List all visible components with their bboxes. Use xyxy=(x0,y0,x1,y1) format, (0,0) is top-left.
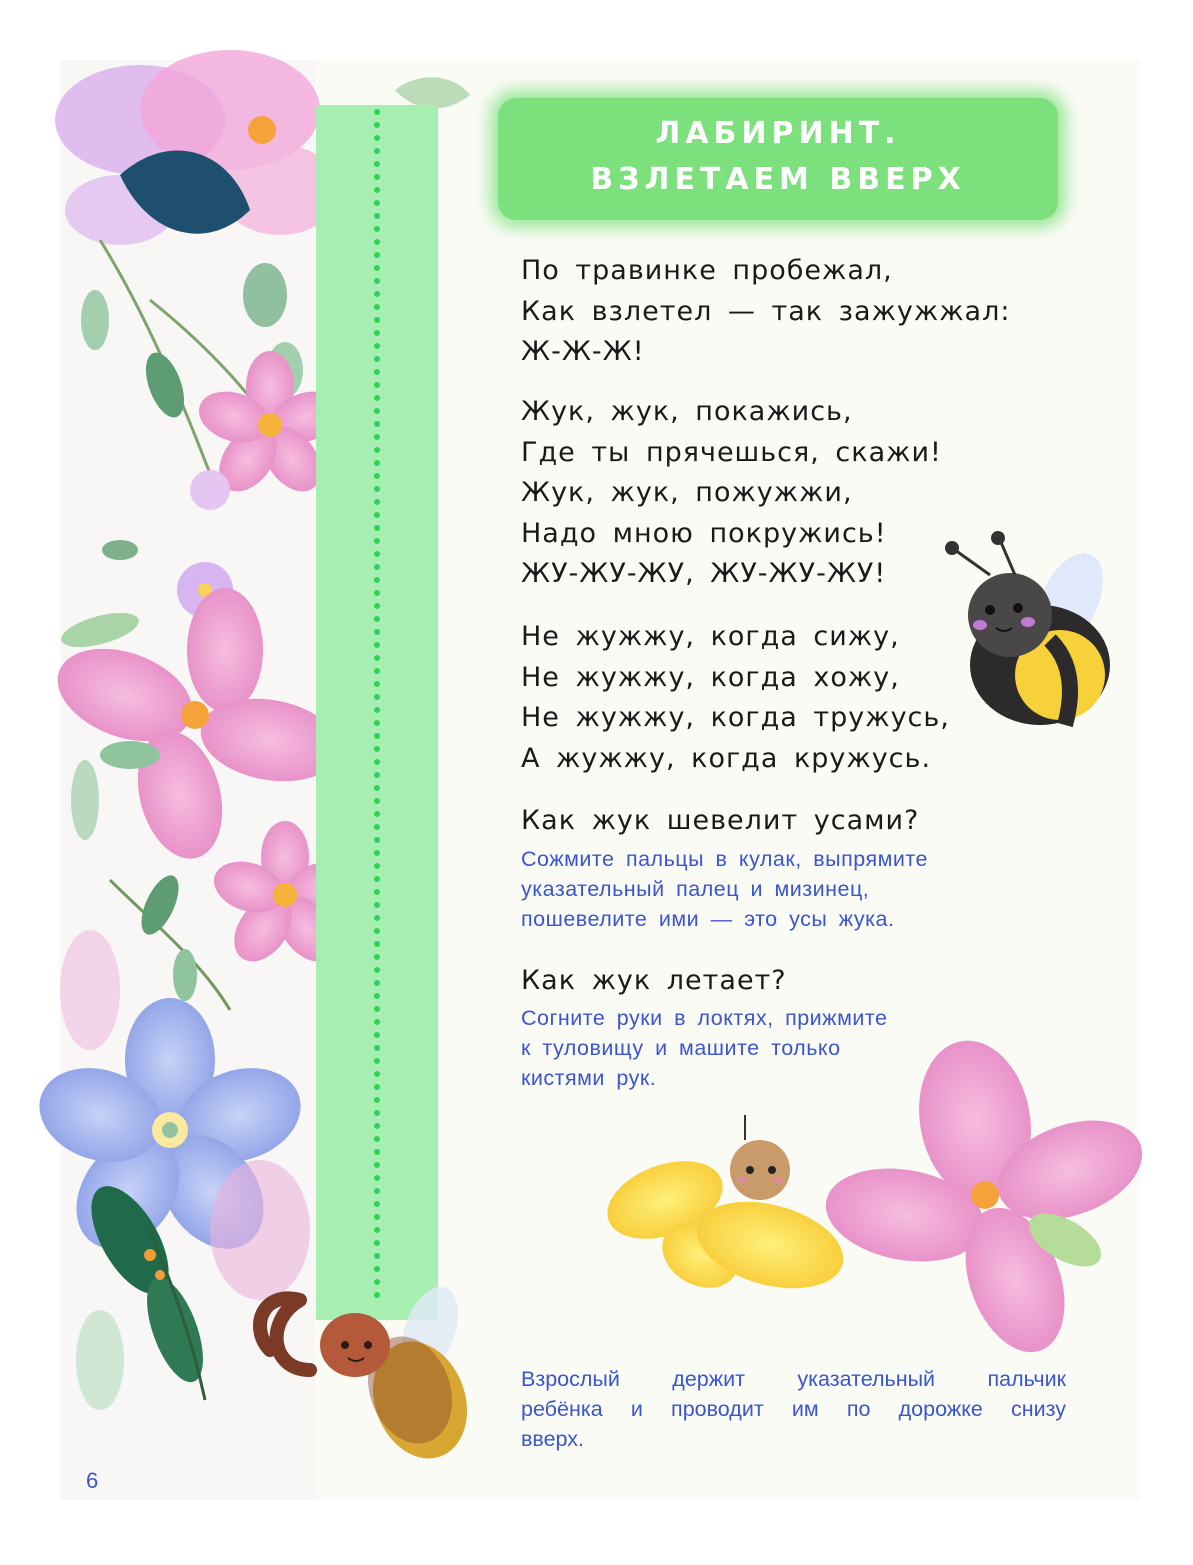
question-answer xyxy=(521,844,928,934)
instruction-line: ребёнка и проводит им по дорожке снизу xyxy=(521,1397,1066,1421)
poem-line: Надо мною покружись! xyxy=(521,517,887,549)
page-title-line-1: ЛАБИРИНТ. xyxy=(655,116,901,151)
poem-line: Где ты прячешься, скажи! xyxy=(521,436,942,468)
poem-line: Ж-Ж-Ж! xyxy=(521,336,645,367)
poem-line: Жук, жук, покажись, xyxy=(521,396,853,427)
poem-line: Не жужжу, когда хожу, xyxy=(521,661,900,693)
maze-path xyxy=(316,105,438,1320)
answer-line: указательный палец и мизинец, xyxy=(521,877,870,901)
question-heading: Как жук летает? xyxy=(521,965,787,996)
poem-stanza-2 xyxy=(521,392,942,595)
poem-line: Как взлетел — так зажужжал: xyxy=(521,295,1011,327)
poem-line: По травинке пробежал, xyxy=(521,255,893,286)
answer-line: к туловищу и машите только xyxy=(521,1036,841,1060)
answer-line: пошевелите ими — это усы жука. xyxy=(521,907,895,931)
answer-line: кистями рук. xyxy=(521,1066,657,1090)
question-answer xyxy=(521,1003,887,1093)
poem-stanza-1 xyxy=(521,251,1010,373)
instruction-line: Взрослый держит указательный пальчик xyxy=(521,1367,1066,1391)
bumblebee xyxy=(945,531,1117,725)
instruction-line: вверх. xyxy=(521,1427,584,1451)
page-number: 6 xyxy=(86,1468,99,1493)
poem-line: ЖУ-ЖУ-ЖУ, ЖУ-ЖУ-ЖУ! xyxy=(521,558,887,589)
adult-instruction xyxy=(521,1364,1066,1454)
poem-stanza-3 xyxy=(521,617,950,779)
page-title-line-2: ВЗЛЕТАЕМ ВВЕРХ xyxy=(590,162,966,197)
title-banner xyxy=(498,98,1058,220)
poem-line: Жук, жук, пожужжи, xyxy=(521,477,853,508)
poem-line: А жужжу, когда кружусь. xyxy=(521,742,932,774)
answer-line: Сожмите пальцы в кулак, выпрямите xyxy=(521,847,928,871)
answer-line: Согните руки в локтях, прижмите xyxy=(521,1006,888,1030)
poem-line: Не жужжу, когда тружусь, xyxy=(521,702,950,733)
butterfly xyxy=(597,1115,853,1303)
poem-line: Не жужжу, когда сижу, xyxy=(521,621,900,652)
question-heading: Как жук шевелит усами? xyxy=(521,805,920,836)
